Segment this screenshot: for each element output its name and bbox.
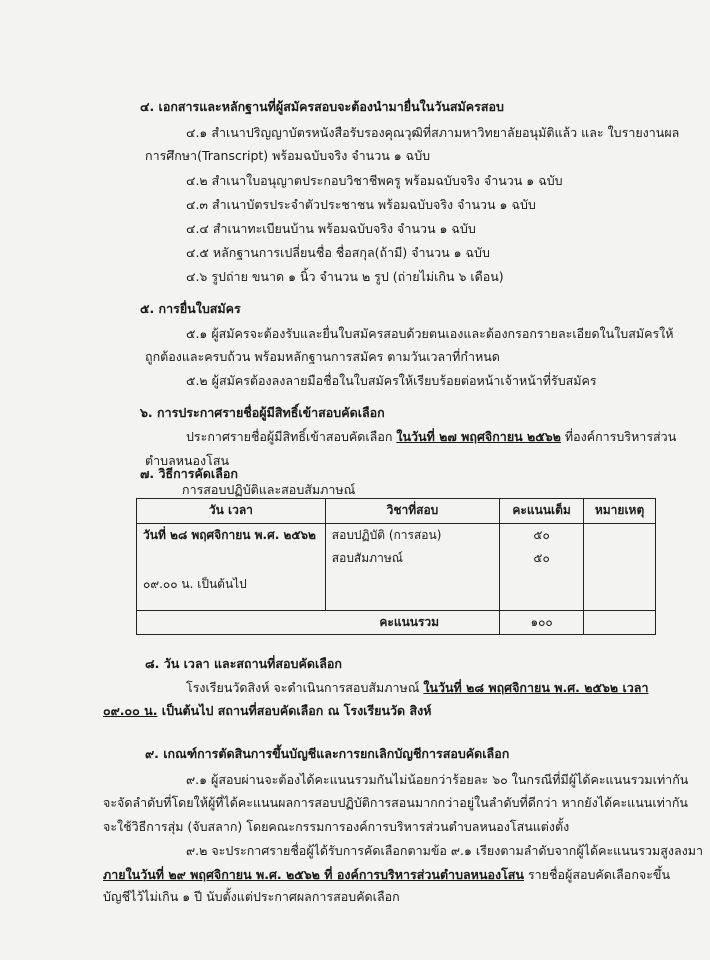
header-date-time: วัน เวลา (137, 499, 326, 524)
section-4-item-3: ๔.๓ สำเนาบัตรประจำตัวประชาชน พร้อมฉบับจริง จำนวน ๑ ฉบับ (186, 197, 536, 212)
section-8-paragraph (186, 679, 648, 697)
section-6-paragraph (186, 428, 676, 446)
subject-interview: สอบสัมภาษณ์ (331, 551, 403, 565)
section-8-heading: ๘. วัน เวลา และสถานที่สอบคัดเลือก (145, 656, 342, 671)
score-interview: ๕๐ (533, 551, 550, 565)
section-6-text-b: ที่องค์การบริหารส่วน (564, 429, 677, 444)
section-9-item-1-cont-1: จะจัดลำดับที่โดยให้ผู้ที่ได้คะแนนผลการสอบปฏิบัติการสอนมากกว่าอยู่ในลำดับที่ดีกว่า หากยังได้คะแนนเท่ากัน (103, 795, 688, 810)
section-8-text-a: โรงเรียนวัดสิงห์ จะดำเนินการสอบสัมภาษณ์ (186, 680, 420, 695)
header-full-score: คะแนนเต็ม (500, 499, 584, 524)
section-5-item-2: ๕.๒ ผู้สมัครต้องลงลายมือชื่อในใบสมัครให้เรียบร้อยต่อหน้าเจ้าหน้าที่รับสมัคร (186, 373, 597, 388)
total-score: ๑๐๐ (500, 611, 584, 635)
section-7-subtitle: การสอบปฏิบัติและสอบสัมภาษณ์ (182, 482, 356, 497)
section-9-item-2: ๙.๒ จะประกาศรายชื่อผู้ได้รับการคัดเลือกตามข้อ ๙.๑ เรียงตามลำดับจากผู้ได้คะแนนรวมสูงลงมา (186, 843, 704, 858)
section-8-exam-time: ๐๙.๐๐ น. (103, 703, 158, 718)
section-9-text: รายชื่อผู้สอบคัดเลือกจะขึ้น (527, 867, 671, 882)
section-9-heading: ๙. เกณฑ์การตัดสินการขึ้นบัญชีและการยกเลิกบัญชีการสอบคัดเลือก (145, 746, 510, 761)
section-9-item-2-cont (103, 866, 670, 884)
cell-date-time (137, 524, 326, 611)
section-9-announce-deadline: ภายในวันที่ ๒๙ พฤศจิกายน พ.ศ. ๒๕๖๒ ที่ องค์การบริหารส่วนตำบลหนองโสน (103, 867, 524, 882)
header-remark: หมายเหตุ (584, 499, 656, 524)
section-6-heading: ๖. การประกาศรายชื่อผู้มีสิทธิ์เข้าสอบคัดเลือก (140, 405, 385, 420)
section-5-item-1-cont: ถูกต้องและครบถ้วน พร้อมหลักฐานการสมัคร ตามวันเวลาที่กำหนด (145, 349, 500, 364)
section-6-text-a: ประกาศรายชื่อผู้มีสิทธิ์เข้าสอบคัดเลือก (186, 429, 393, 444)
total-label: คะแนนรวม (137, 611, 500, 635)
section-4-item-2: ๔.๒ สำเนาใบอนุญาตประกอบวิชาชีพครู พร้อมฉบับจริง จำนวน ๑ ฉบับ (186, 173, 563, 188)
section-4-item-1-cont: การศึกษา(Transcript) พร้อมฉบับจริง จำนวน ๑ ฉบับ (145, 148, 431, 163)
section-8-location: เป็นต้นไป สถานที่สอบคัดเลือก ณ โรงเรียนวัด สิงห์ (161, 703, 432, 718)
cell-scores (500, 524, 584, 611)
section-6-announce-date: ในวันที่ ๒๗ พฤศจิกายน ๒๕๖๒ (396, 429, 561, 444)
section-5-heading: ๕. การยื่นใบสมัคร (140, 301, 241, 316)
total-remark (584, 611, 656, 635)
section-4-item-4: ๔.๔ สำเนาทะเบียนบ้าน พร้อมฉบับจริง จำนวน ๑ ฉบับ (186, 221, 476, 236)
section-8-exam-date: ในวันที่ ๒๘ พฤศจิกายน พ.ศ. ๒๕๖๒ เวลา (423, 680, 649, 695)
section-7-heading: ๗. วิธีการคัดเลือก (140, 466, 238, 481)
section-9-item-2-cont-2: บัญชีไว้ไม่เกิน ๑ ปี นับตั้งแต่ประกาศผลการสอบคัดเลือก (103, 889, 400, 904)
section-8-paragraph-cont (103, 702, 432, 720)
section-5-item-1: ๕.๑ ผู้สมัครจะต้องรับและยื่นใบสมัครสอบด้วยตนเองและต้องกรอกรายละเอียดในใบสมัครให้ (186, 326, 674, 341)
score-practical: ๕๐ (533, 528, 550, 542)
header-subject: วิชาที่สอบ (325, 499, 499, 524)
section-4-heading: ๔. เอกสารและหลักฐานที่ผู้สมัครสอบจะต้องนำมายื่นในวันสมัครสอบ (140, 99, 504, 114)
section-9-item-1: ๙.๑ ผู้สอบผ่านจะต้องได้คะแนนรวมกันไม่น้อยกว่าร้อยละ ๖๐ ในกรณีที่มีผู้ได้คะแนนรวมเท่ากัน (186, 772, 689, 787)
cell-remark (584, 524, 656, 611)
cell-subjects (325, 524, 499, 611)
exam-time: ๐๙.๐๐ น. เป็นต้นไป (143, 577, 247, 591)
table-row (137, 524, 656, 611)
table-header-row (137, 499, 656, 524)
section-4-item-5: ๔.๕ หลักฐานการเปลี่ยนชื่อ ชื่อสกุล(ถ้ามี) จำนวน ๑ ฉบับ (186, 245, 490, 260)
section-6-text-c: ตำบลหนองโสน (145, 453, 230, 468)
section-9-item-1-cont-2: จะใช้วิธีการสุ่ม (จับสลาก) โดยคณะกรรมการองค์การบริหารส่วนตำบลหนองโสนแต่งตั้ง (103, 819, 570, 834)
exam-date: วันที่ ๒๘ พฤศจิกายน พ.ศ. ๒๕๖๒ (143, 528, 316, 542)
table-total-row (137, 611, 656, 635)
section-4-item-1: ๔.๑ สำเนาปริญญาบัตรหนังสือรับรองคุณวุฒิที่สภามหาวิทยาลัยอนุมัติแล้ว และ ใบรายงานผล (186, 125, 680, 140)
selection-schedule-table (136, 498, 656, 635)
section-4-item-6: ๔.๖ รูปถ่าย ขนาด ๑ นิ้ว จำนวน ๒ รูป (ถ่ายไม่เกิน ๖ เดือน) (186, 269, 504, 284)
subject-practical: สอบปฏิบัติ (การสอน) (331, 528, 442, 542)
